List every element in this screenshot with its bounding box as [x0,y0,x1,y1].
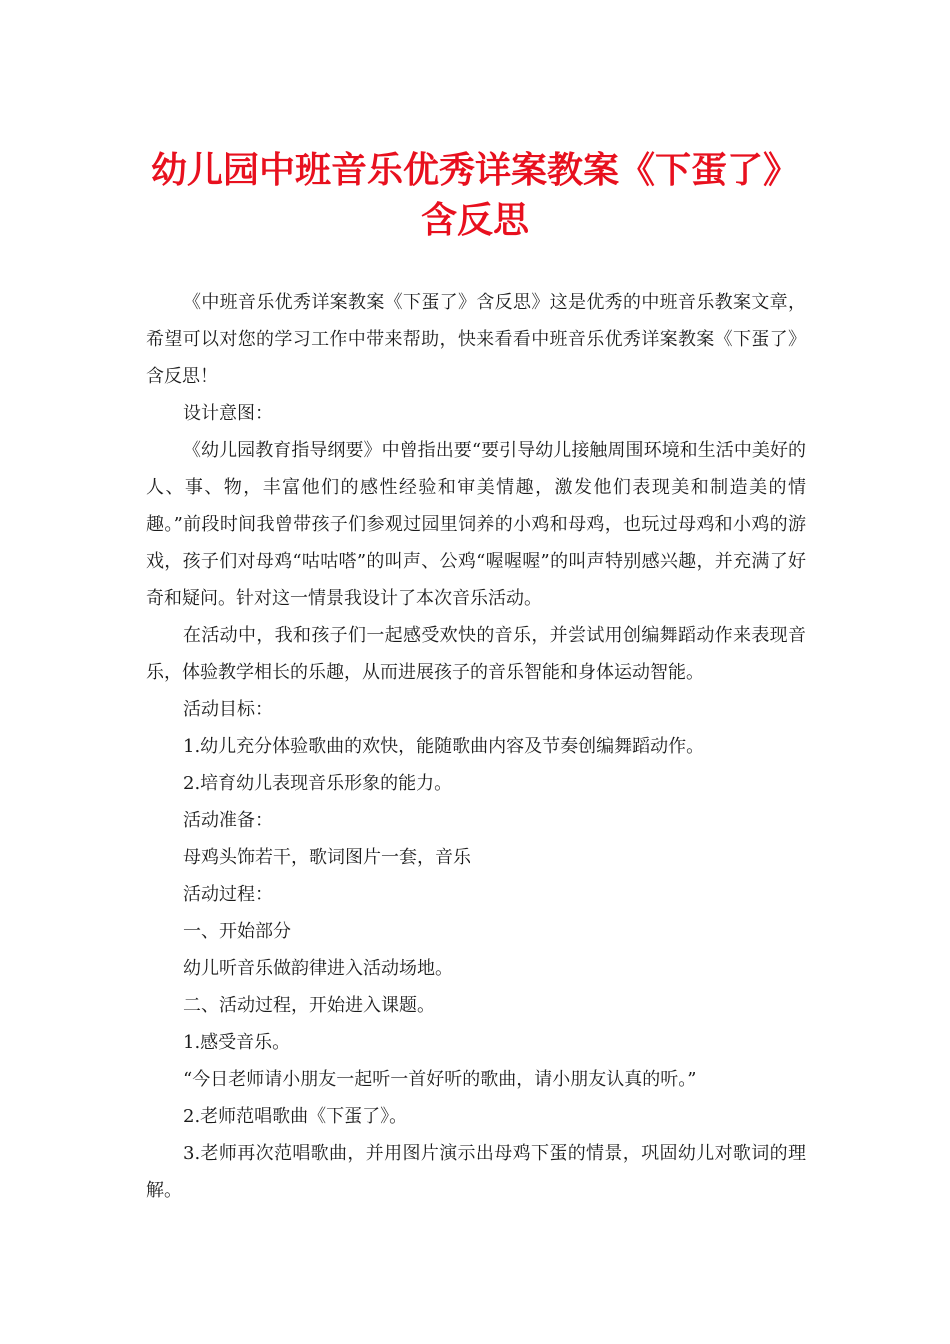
document-title: 幼儿园中班音乐优秀详案教案《下蛋了》含反思 [150,150,799,241]
process-step: 1.感受音乐。 [183,1032,291,1053]
activity-description-paragraph: 在活动中，我和孩子们一起感受欢快的音乐，并尝试用创编舞蹈动作来表现音乐，体验教学相长的乐趣，从而进展孩子的音乐智能和身体运动智能。 [146,625,806,683]
section-heading-preparation: 活动准备： [183,810,273,831]
section-heading-design-intent: 设计意图： [183,403,273,424]
section-heading-process: 活动过程： [183,884,273,905]
process-step: 2.老师范唱歌曲《下蛋了》。 [183,1106,408,1127]
process-quote: “今日老师请小朋友一起听一首好听的歌曲，请小朋友认真的听。” [183,1069,697,1090]
document-body [146,284,806,1209]
objective-item: 1.幼儿充分体验歌曲的欢快，能随歌曲内容及节奏创编舞蹈动作。 [183,736,705,757]
process-paragraph: 幼儿听音乐做韵律进入活动场地。 [183,958,453,979]
intro-paragraph: 《中班音乐优秀详案教案《下蛋了》含反思》这是优秀的中班音乐教案文章，希望可以对您的学习工作中带来帮助，快来看看中班音乐优秀详案教案《下蛋了》含反思！ [146,292,806,387]
preparation-paragraph: 母鸡头饰若干，歌词图片一套，音乐 [183,847,471,868]
process-subheading: 二、活动过程，开始进入课题。 [183,995,435,1016]
objective-item: 2.培育幼儿表现音乐形象的能力。 [183,773,453,794]
design-intent-paragraph: 《幼儿园教育指导纲要》中曾指出要“要引导幼儿接触周围环境和生活中美好的人、事、物，丰富他们的感性经验和审美情趣，激发他们表现美和制造美的情趣。”前段时间我曾带孩子们参观过园里饲养的小鸡和母鸡，也玩过母鸡和小鸡的游戏，孩子们对母鸡“咕咕嗒”的叫声、公鸡“喔喔喔”的叫声特别感兴趣，并充满了好奇和疑问。针对这一情景我设计了本次音乐活动。 [146,440,806,609]
process-step: 3.老师再次范唱歌曲，并用图片演示出母鸡下蛋的情景，巩固幼儿对歌词的理解。 [146,1143,806,1201]
section-heading-objectives: 活动目标： [183,699,273,720]
process-subheading: 一、开始部分 [183,921,291,942]
